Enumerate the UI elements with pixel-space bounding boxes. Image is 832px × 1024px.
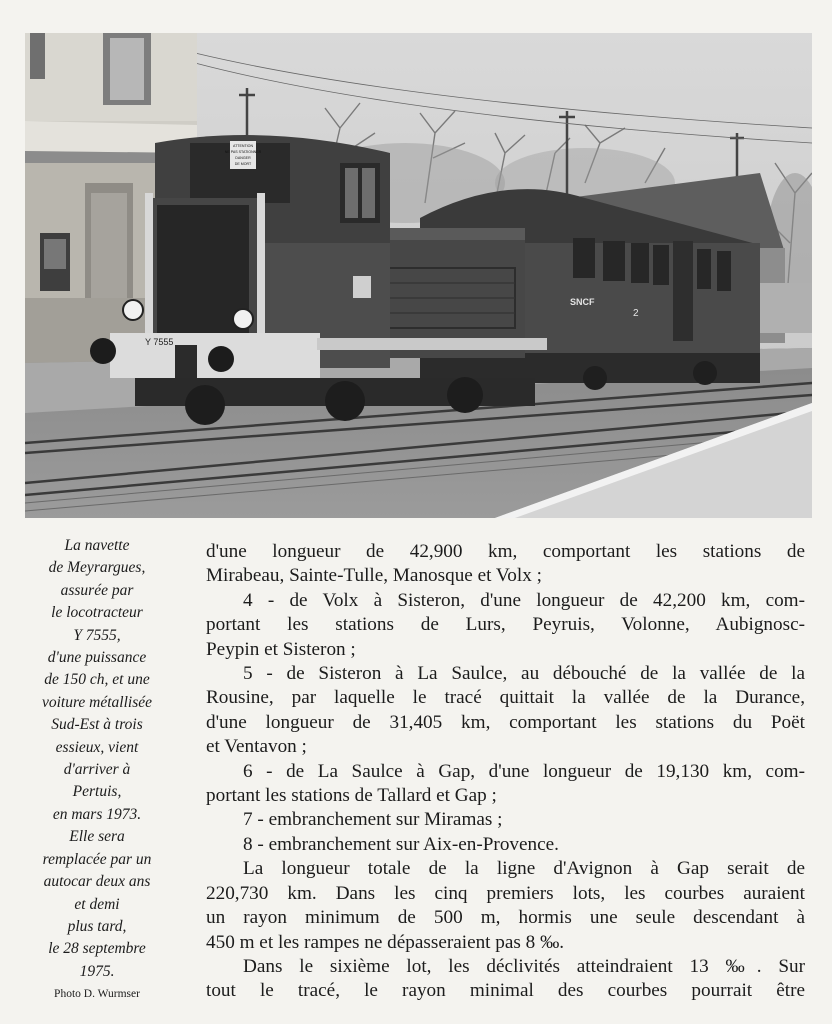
paragraph: [206, 662, 805, 760]
text-line: tout le tracé, le rayon minimal des courbes pourrait être: [206, 980, 805, 1002]
caption-line: le 28 septembre: [48, 940, 146, 958]
caption-line: Pertuis,: [72, 783, 122, 801]
text-line: Rousine, par laquelle le tracé quittait la vallée de la Durance,: [206, 687, 805, 709]
text-line: un rayon minimum de 500 m, hormis une seule descendant à: [206, 907, 805, 929]
text-line: et Ventavon ;: [206, 736, 307, 758]
caption-line: de Meyrargues,: [48, 559, 146, 577]
svg-text:DANGER: DANGER: [235, 156, 251, 160]
caption-line: Sud-Est à trois: [51, 716, 143, 734]
svg-text:Y 7555: Y 7555: [145, 337, 174, 347]
caption-line: d'arriver à: [63, 761, 131, 779]
svg-text:ATTENTION: ATTENTION: [232, 144, 254, 148]
text-line: d'une longueur de 42,900 km, comportant les stations de: [206, 541, 805, 562]
caption-line: de 150 ch, et une: [44, 671, 150, 689]
svg-text:NE PAS STATIONNER: NE PAS STATIONNER: [224, 150, 262, 154]
paragraph: [206, 589, 805, 662]
locomotive-photo: [25, 33, 812, 518]
photo-credit: Photo D. Wurmser: [54, 988, 140, 1001]
paragraph: [206, 857, 805, 955]
text-line: 4 - de Volx à Sisteron, d'une longueur de 42,200 km, com-: [243, 589, 805, 611]
body-text: [206, 540, 805, 1004]
caption-line: voiture métallisée: [41, 693, 153, 711]
caption-line: plus tard,: [67, 917, 127, 935]
text-line: portant les stations de Lurs, Peyruis, Volonne, Aubignosc-: [206, 614, 805, 636]
text-line: La longueur totale de la ligne d'Avignon à Gap serait de: [243, 858, 805, 880]
caption-line: autocar deux ans: [43, 873, 151, 891]
caption-line: assurée par: [60, 581, 134, 599]
caption-line: et demi: [74, 895, 120, 913]
caption-line: en mars 1973.: [52, 805, 142, 823]
paragraph: [206, 760, 805, 809]
photograph: [25, 33, 812, 518]
caption-line: le locotracteur: [51, 604, 143, 622]
text-line: 6 - de La Saulce à Gap, d'une longueur de 19,130 km, com-: [243, 760, 805, 782]
photo-caption: [18, 535, 176, 1002]
paragraph: [206, 955, 805, 1004]
caption-line: 1975.: [79, 962, 115, 980]
paragraph: [206, 540, 805, 589]
paragraph: [206, 833, 805, 857]
caption-line: La navette: [64, 537, 130, 554]
text-line: 7 - embranchement sur Miramas ;: [243, 809, 503, 831]
caption-line: essieux, vient: [55, 738, 139, 756]
text-line: Peypin et Sisteron ;: [206, 638, 356, 660]
paragraph: [206, 808, 805, 832]
svg-text:SNCF: SNCF: [570, 297, 595, 307]
caption-line: Elle sera: [69, 828, 125, 846]
text-line: d'une longueur de 31,405 km, comportant les stations du Poët: [206, 711, 805, 733]
caption-line: remplacée par un: [42, 850, 152, 868]
text-line: Mirabeau, Sainte-Tulle, Manosque et Volx ;: [206, 565, 542, 587]
caption-line: d'une puissance: [47, 649, 147, 667]
svg-text:DE MORT: DE MORT: [234, 162, 252, 166]
text-line: Dans le sixième lot, les déclivités atteindraient 13 ‰. Sur: [243, 955, 805, 977]
caption-line: Y 7555,: [73, 626, 121, 644]
svg-text:2: 2: [633, 308, 639, 319]
text-line: 5 - de Sisteron à La Saulce, au débouché de la vallée de la: [243, 663, 805, 685]
text-line: 8 - embranchement sur Aix-en-Provence.: [243, 833, 559, 855]
text-line: 450 m et les rampes ne dépasseraient pas 8 ‰.: [206, 931, 565, 953]
text-line: portant les stations de Tallard et Gap ;: [206, 785, 497, 807]
text-line: 220,730 km. Dans les cinq premiers lots, les courbes auraient: [206, 882, 805, 904]
